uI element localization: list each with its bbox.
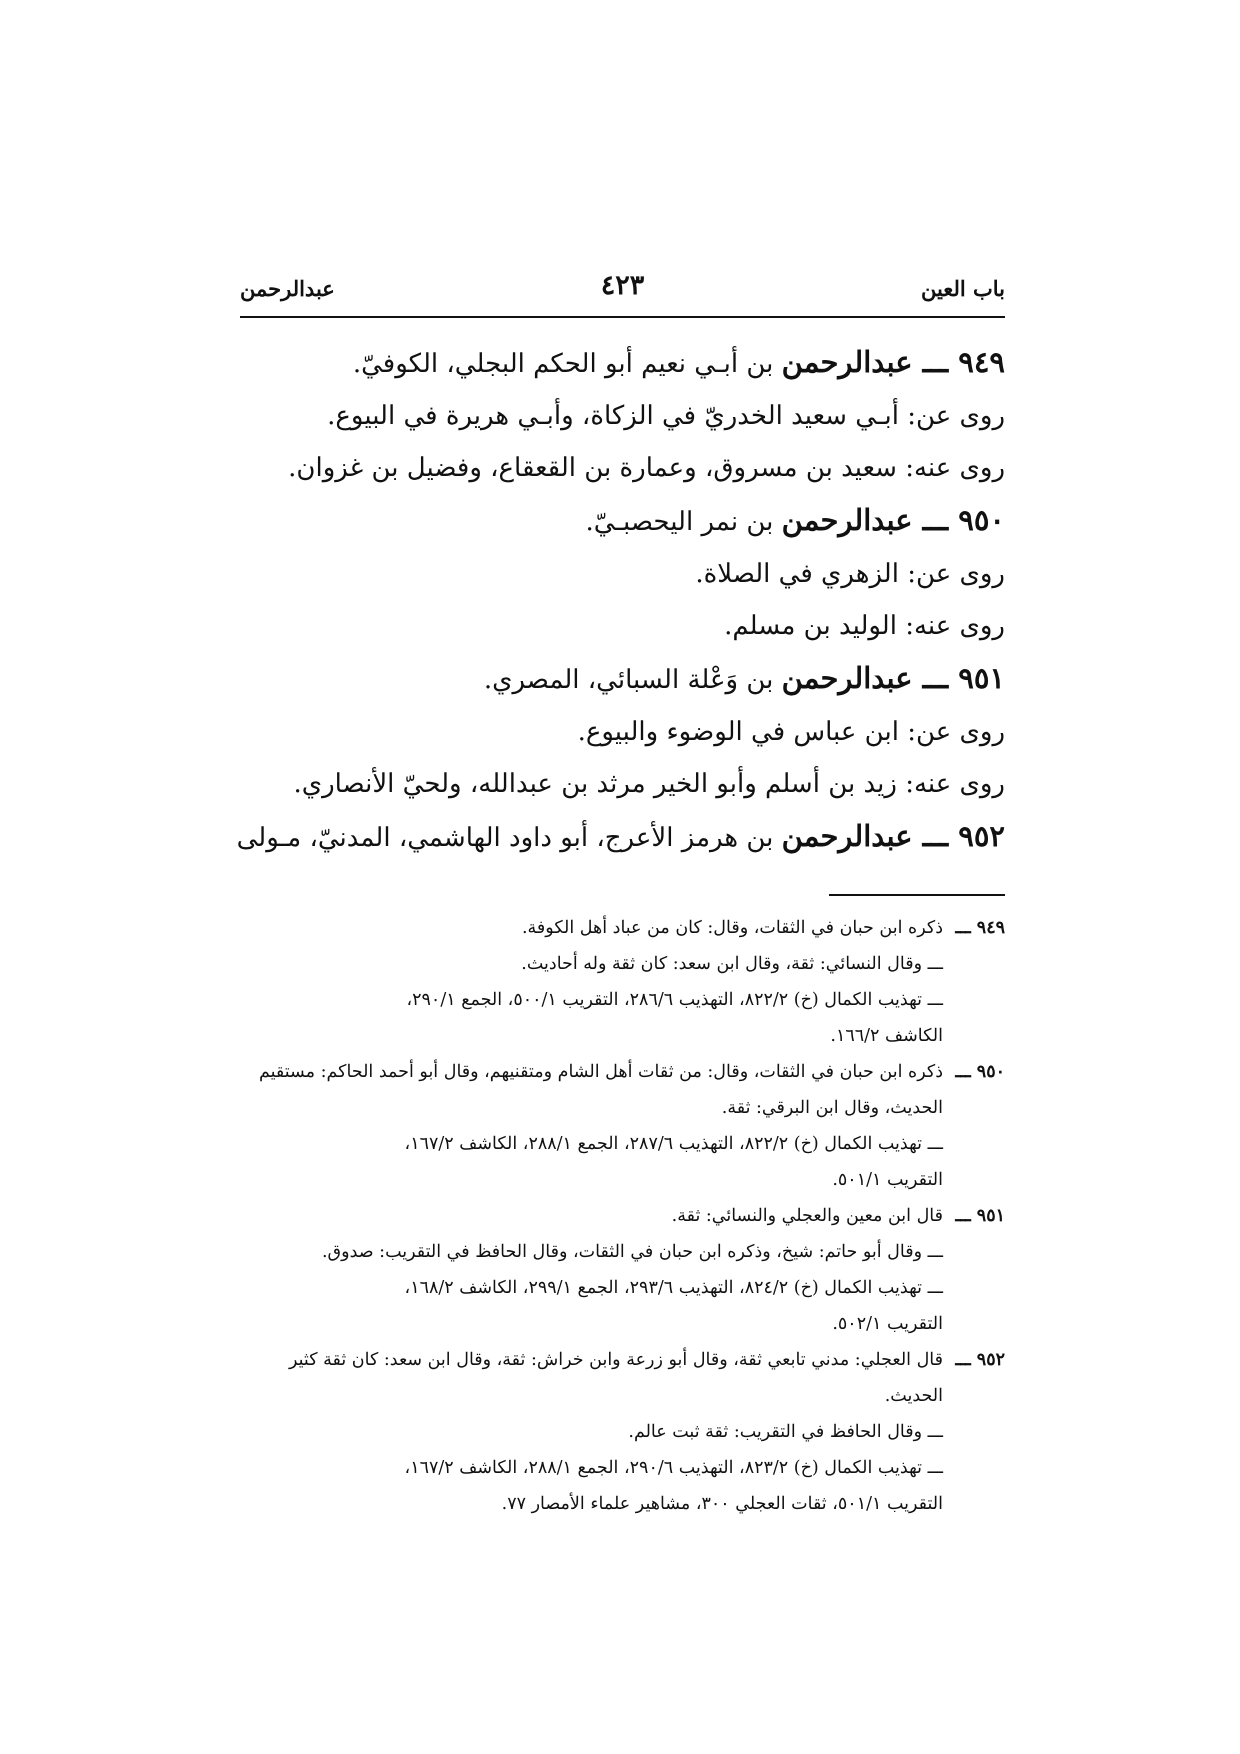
footnote [240, 910, 1005, 946]
footnotes [240, 910, 1005, 1522]
footnote [240, 1198, 1005, 1234]
entry-line: روى عنه: سعيد بن مسروق، وعمارة بن القعقاع، وفضيل بن غزوان. [288, 453, 1005, 483]
footnote-line: التقريب ٥٠٢/١. [832, 1314, 943, 1334]
footnote-label: ٩٥٠ ـــ [955, 1062, 1005, 1082]
footnote-sub-body [240, 1414, 943, 1450]
footnote-sub [240, 1450, 1005, 1522]
entry-line: روى عن: الزهري في الصلاة. [695, 559, 1005, 589]
footnote-body [240, 1342, 943, 1414]
footnote-sub [240, 982, 1005, 1054]
footnote-line: قال ابن معين والعجلي والنسائي: ثقة. [671, 1206, 943, 1226]
footnote-line: ـــ تهذيب الكمال (خ) ٨٢٤/٢، التهذيب ٢٩٣/٦، الجمع ٢٩٩/١، الكاشف ١٦٨/٢، [404, 1278, 943, 1298]
footnote-body [240, 1054, 943, 1126]
entry-lineage: بن وَعْلة السبائي، المصري. [483, 665, 782, 695]
footnote [240, 1342, 1005, 1414]
footnote-line: الحديث، وقال ابن البرقي: ثقة. [721, 1098, 943, 1118]
footnote-sub-body [240, 1126, 943, 1198]
entry-dash: ـــ [912, 819, 959, 853]
footnote-sub [240, 1126, 1005, 1198]
footnote-line: الحديث. [884, 1386, 943, 1406]
footnote-label: ٩٥٢ ـــ [955, 1350, 1005, 1370]
footnote-sub-body [240, 1270, 943, 1342]
entry-dash: ـــ [912, 503, 959, 537]
footnote-line: التقريب ٥٠١/١، ثقات العجلي ٣٠٠، مشاهير علماء الأمصار ٧٧. [501, 1494, 943, 1514]
entry-line: روى عنه: زيد بن أسلم وأبو الخير مرثد بن عبدالله، ولحيّ الأنصاري. [293, 769, 1005, 799]
footnote-line: الكاشف ١٦٦/٢. [830, 1026, 943, 1046]
entry-heading [240, 652, 1005, 706]
footnote-line: ـــ وقال الحافظ في التقريب: ثقة ثبت عالم. [628, 1422, 943, 1442]
footnote-label: ٩٤٩ ـــ [955, 918, 1005, 938]
footnote-sub [240, 1234, 1005, 1270]
running-header [240, 270, 1005, 318]
footnote-line: ذكره ابن حبان في الثقات، وقال: من ثقات أهل الشام ومتقنيهم، وقال أبو أحمد الحاكم: مستقيم [258, 1062, 943, 1082]
footnote-line: ذكره ابن حبان في الثقات، وقال: كان من عباد أهل الكوفة. [521, 918, 943, 938]
entry-name: عبدالرحمن [781, 661, 913, 695]
footnote-sub [240, 1270, 1005, 1342]
footnote-line: ـــ تهذيب الكمال (خ) ٨٢٢/٢، التهذيب ٢٨٦/٦، التقريب ٥٠٠/١، الجمع ٢٩٠/١، [406, 990, 943, 1010]
entry-line: روى عن: أبـي سعيد الخدريّ في الزكاة، وأبـي هريرة في البيوع. [327, 401, 1005, 431]
entry-heading [240, 494, 1005, 548]
entry-lineage: بن أبـي نعيم أبو الحكم البجلي، الكوفيّ. [352, 349, 782, 379]
entry-heading [240, 336, 1005, 390]
entry-number: ٩٥٢ [958, 819, 1005, 853]
footnote-line: ـــ وقال النسائي: ثقة، وقال ابن سعد: كان ثقة وله أحاديث. [521, 954, 943, 974]
footnote-body [240, 910, 943, 946]
entry-heading [236, 810, 1005, 864]
entry-line: روى عن: ابن عباس في الوضوء والبيوع. [577, 717, 1005, 747]
main-text [236, 336, 1005, 864]
entry-number: ٩٥١ [958, 661, 1005, 695]
entry-dash: ـــ [912, 661, 959, 695]
entry-name: عبدالرحمن [781, 819, 913, 853]
footnote [240, 1054, 1005, 1126]
footnote-separator [829, 894, 1005, 896]
footnote-sub-body [240, 982, 943, 1054]
entry-number: ٩٥٠ [958, 503, 1005, 537]
entry-name: عبدالرحمن [781, 345, 913, 379]
entry-dash: ـــ [912, 345, 959, 379]
footnote-line: التقريب ٥٠١/١. [832, 1170, 943, 1190]
footnote-body [240, 1198, 943, 1234]
chapter-title: باب العين [920, 276, 1005, 301]
entry-number: ٩٤٩ [958, 345, 1005, 379]
footnote-line: ـــ وقال أبو حاتم: شيخ، وذكره ابن حبان في الثقات، وقال الحافظ في التقريب: صدوق. [321, 1242, 943, 1262]
book-page [236, 270, 1005, 1522]
footnote-line: ـــ تهذيب الكمال (خ) ٨٢٢/٢، التهذيب ٢٨٧/٦، الجمع ٢٨٨/١، الكاشف ١٦٧/٢، [404, 1134, 943, 1154]
footnote-label: ٩٥١ ـــ [955, 1206, 1005, 1226]
footnote-sub [240, 1414, 1005, 1450]
footnote-sub-body [240, 1234, 943, 1270]
footnote-line: قال العجلي: مدني تابعي ثقة، وقال أبو زرعة وابن خراش: ثقة، وقال ابن سعد: كان ثقة كثير [289, 1350, 943, 1370]
footnote-line: ـــ تهذيب الكمال (خ) ٨٢٣/٢، التهذيب ٢٩٠/٦، الجمع ٢٨٨/١، الكاشف ١٦٧/٢، [404, 1458, 943, 1478]
page-number: ٤٢٣ [600, 270, 645, 301]
entry-lineage: بن هرمز الأعرج، أبو داود الهاشمي، المدنيّ، مـولى [236, 823, 782, 853]
footnote-sub-body [240, 1450, 943, 1522]
running-title: عبدالرحمن [240, 276, 335, 301]
footnote-sub [240, 946, 1005, 982]
footnote-sub-body [240, 946, 943, 982]
entry-line: روى عنه: الوليد بن مسلم. [724, 611, 1005, 641]
entry-name: عبدالرحمن [781, 503, 913, 537]
entry-lineage: بن نمر اليحصبـيّ. [585, 507, 782, 537]
